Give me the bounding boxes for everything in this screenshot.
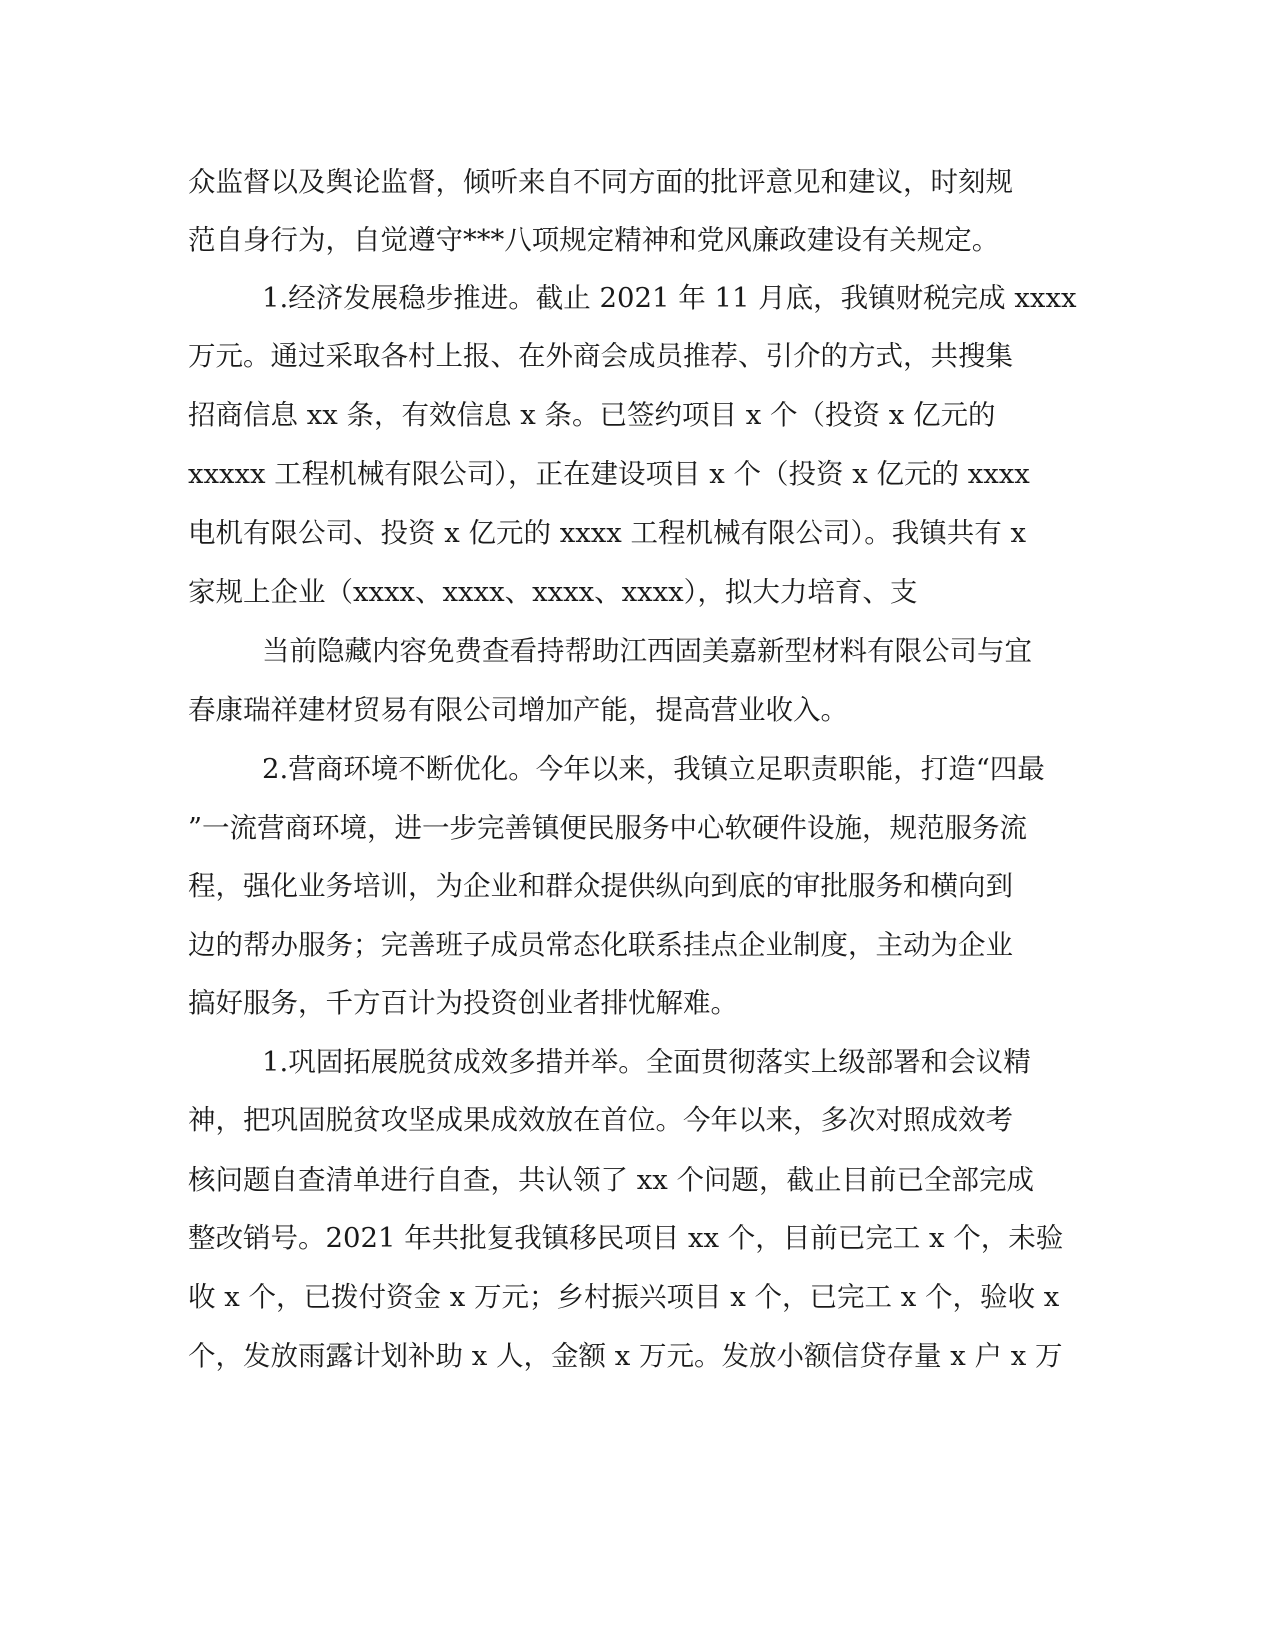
- paragraph-line: 收 x 个，已拨付资金 x 万元；乡村振兴项目 x 个，已完工 x 个，验收 x: [188, 1281, 1060, 1313]
- paragraph-line: 1.经济发展稳步推进。截止 2021 年 11 月底，我镇财税完成 xxxx: [262, 282, 1077, 314]
- paragraph-line: 当前隐藏内容免费查看持帮助江西固美嘉新型材料有限公司与宜: [262, 635, 1032, 667]
- paragraph-line: 神，把巩固脱贫攻坚成果成效放在首位。今年以来，多次对照成效考: [188, 1104, 1013, 1136]
- paragraph-line: 范自身行为，自觉遵守***八项规定精神和党风廉政建设有关规定。: [188, 224, 1000, 256]
- paragraph-line: 万元。通过采取各村上报、在外商会成员推荐、引介的方式，共搜集: [188, 340, 1013, 372]
- paragraph-line: 家规上企业（xxxx、xxxx、xxxx、xxxx），拟大力培育、支: [188, 576, 918, 608]
- paragraph-line: 2.营商环境不断优化。今年以来，我镇立足职责职能，打造“四最: [262, 753, 1045, 785]
- paragraph-line: 电机有限公司、投资 x 亿元的 xxxx 工程机械有限公司）。我镇共有 x: [188, 517, 1027, 549]
- paragraph-line: 个，发放雨露计划补助 x 人，金额 x 万元。发放小额信贷存量 x 户 x 万: [188, 1340, 1063, 1372]
- paragraph-line: 核问题自查清单进行自查，共认领了 xx 个问题，截止目前已全部完成: [188, 1164, 1034, 1196]
- paragraph-line: 程，强化业务培训，为企业和群众提供纵向到底的审批服务和横向到: [188, 870, 1013, 902]
- paragraph-line: 招商信息 xx 条，有效信息 x 条。已签约项目 x 个（投资 x 亿元的: [188, 399, 996, 431]
- paragraph-line: 边的帮办服务；完善班子成员常态化联系挂点企业制度，主动为企业: [188, 929, 1013, 961]
- paragraph-line: 整改销号。2021 年共批复我镇移民项目 xx 个，目前已完工 x 个，未验: [188, 1222, 1064, 1254]
- paragraph-line: 搞好服务，千方百计为投资创业者排忧解难。: [188, 987, 738, 1019]
- paragraph-line: 众监督以及舆论监督，倾听来自不同方面的批评意见和建议，时刻规: [188, 166, 1013, 198]
- paragraph-line: 1.巩固拓展脱贫成效多措并举。全面贯彻落实上级部署和会议精: [262, 1046, 1031, 1078]
- paragraph-line: 春康瑞祥建材贸易有限公司增加产能，提高营业收入。: [188, 694, 848, 726]
- paragraph-line: ”一流营商环境，进一步完善镇便民服务中心软硬件设施，规范服务流: [188, 812, 1028, 844]
- paragraph-line: xxxxx 工程机械有限公司），正在建设项目 x 个（投资 x 亿元的 xxxx: [188, 458, 1030, 490]
